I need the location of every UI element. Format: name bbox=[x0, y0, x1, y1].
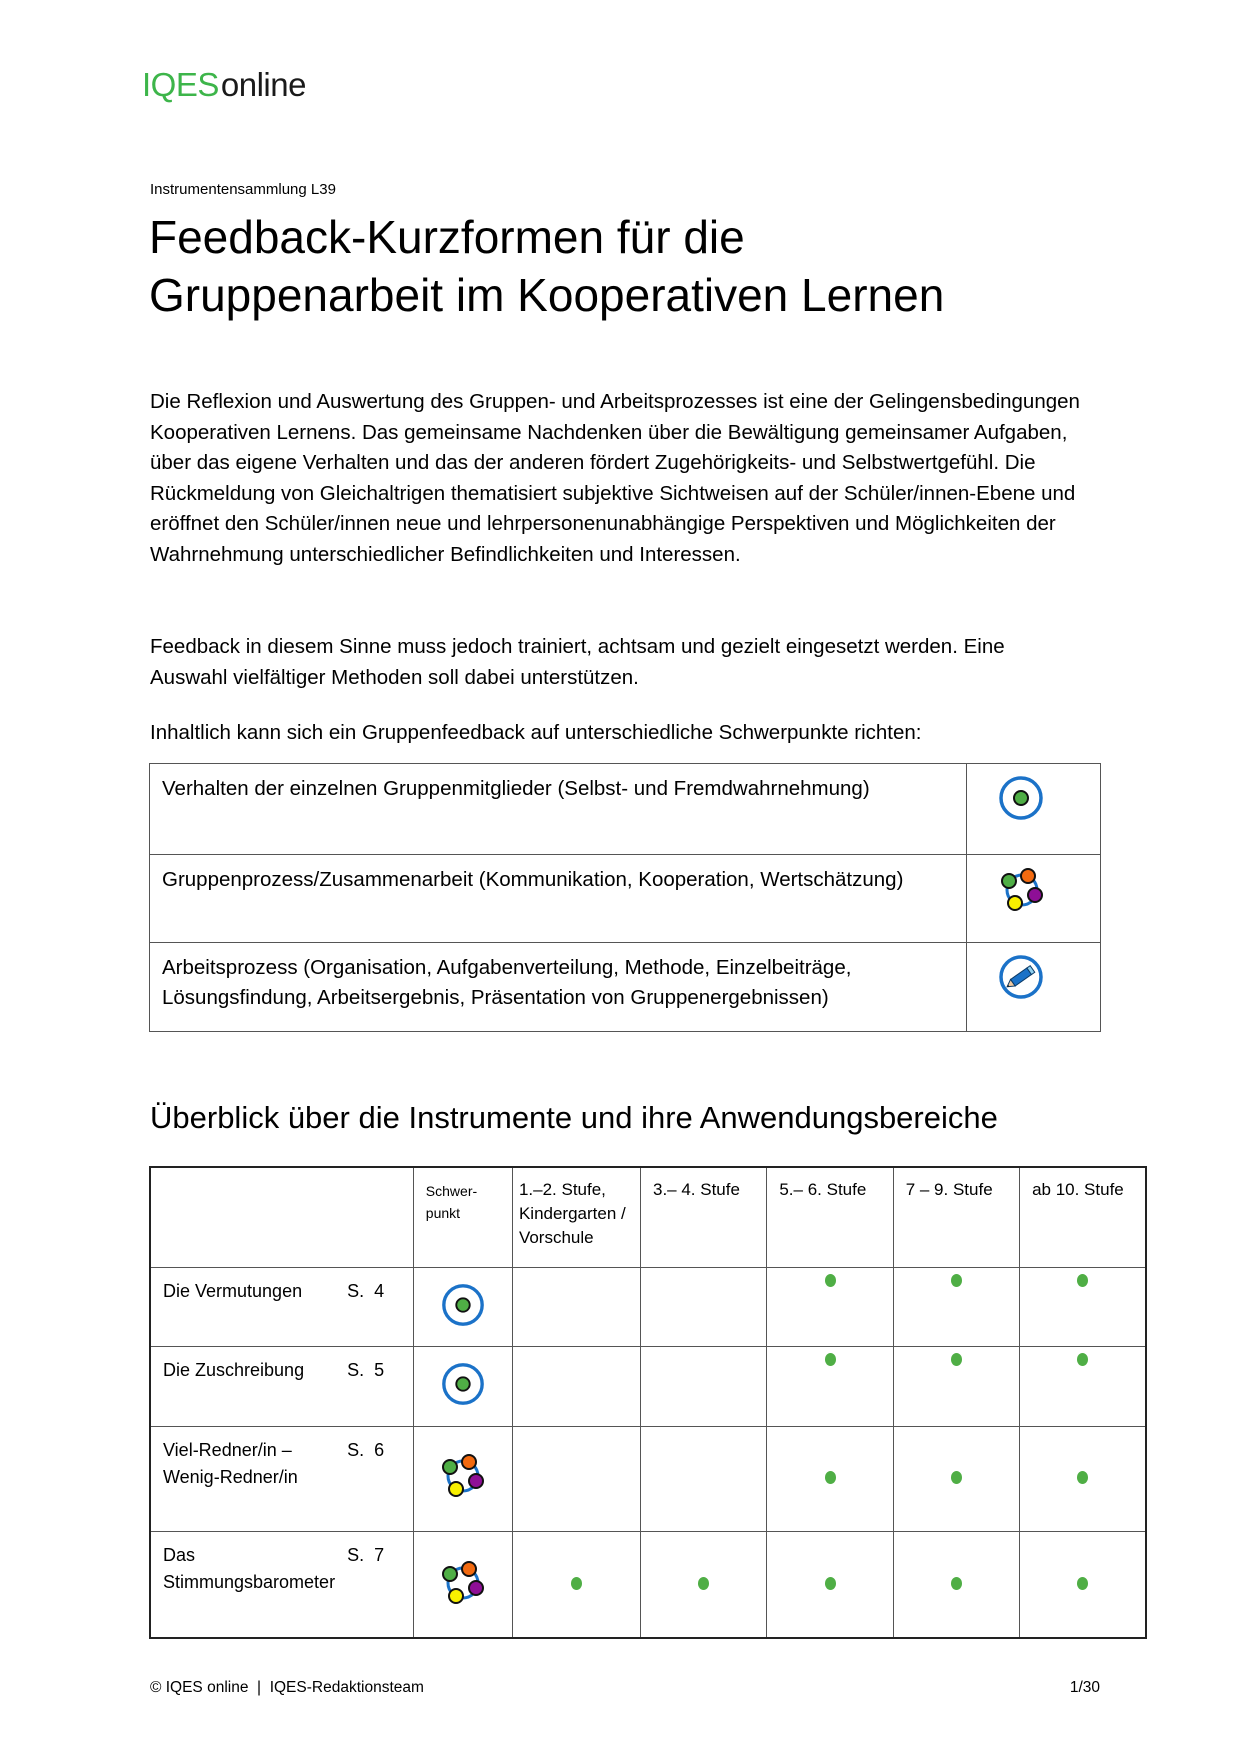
intro-paragraph-1: Die Reflexion und Auswertung des Gruppen- und Arbeitsprozesses ist eine der Gelingensbedingungen Kooperativen Lernens. Das gemeinsame Nachdenken über die Bewältigung gemeinsamer Aufgaben, über das eigene Verhalten und das der anderen fördert Zugehörigkeits- und Selbstwertgefühl. Die Rückmeldung von Gleichaltrigen thematisiert subjektive Sichtweisen auf der Schüler/innen-Ebene und eröffnet den Schüler/innen neue und lehrpersonenunabhängige Perspektiven und Möglichkeiten der Wahrnehmung unterschiedlicher Befindlichkeiten und Interessen. bbox=[150, 390, 1080, 566]
applicable-dot-icon bbox=[571, 1577, 582, 1590]
focus-row bbox=[150, 855, 1101, 943]
table-row bbox=[150, 1267, 1146, 1346]
page-ref: S. 7 bbox=[339, 1531, 413, 1638]
table-row bbox=[150, 1346, 1146, 1426]
page-ref: S. 4 bbox=[339, 1267, 413, 1346]
header-level-1: 1.–2. Stufe, Kindergarten / Vorschule bbox=[512, 1167, 640, 1267]
overview-table bbox=[149, 1166, 1147, 1639]
level-cell bbox=[1020, 1267, 1146, 1346]
focus-row bbox=[150, 943, 1101, 1032]
level-cell bbox=[767, 1531, 893, 1638]
applicable-dot-icon bbox=[951, 1353, 962, 1366]
level-cell bbox=[512, 1267, 640, 1346]
footer-copyright: © IQES online | IQES-Redaktionsteam bbox=[150, 1679, 424, 1696]
level-cell bbox=[767, 1346, 893, 1426]
instrument-name: Viel-Redner/in – Wenig-Redner/in bbox=[150, 1426, 339, 1531]
table-header-row bbox=[150, 1167, 1146, 1267]
level-cell bbox=[893, 1267, 1019, 1346]
instrument-name: Das Stimmungsbarometer bbox=[150, 1531, 339, 1638]
individual-target-icon bbox=[440, 1361, 486, 1407]
intro-paragraph-3: Inhaltlich kann sich ein Gruppenfeedback auf unterschiedliche Schwerpunkte richten: bbox=[150, 721, 922, 744]
level-cell bbox=[893, 1346, 1019, 1426]
series-label: Instrumentensammlung L39 bbox=[150, 181, 336, 198]
table-row bbox=[150, 1426, 1146, 1531]
group-circle-icon bbox=[438, 1558, 488, 1608]
focus-text: Verhalten der einzelnen Gruppenmitglieder (Selbst- und Fremdwahrnehmung) bbox=[150, 764, 967, 855]
instrument-name: Die Zuschreibung bbox=[150, 1346, 339, 1426]
level-cell bbox=[767, 1426, 893, 1531]
header-empty bbox=[150, 1167, 413, 1267]
individual-target-icon bbox=[997, 774, 1100, 822]
header-level-4: 7 – 9. Stufe bbox=[893, 1167, 1019, 1267]
overview-heading: Überblick über die Instrumente und ihre Anwendungsbereiche bbox=[150, 1100, 998, 1135]
applicable-dot-icon bbox=[1077, 1577, 1088, 1590]
applicable-dot-icon bbox=[1077, 1471, 1088, 1484]
page-number: 1/30 bbox=[1069, 1679, 1100, 1696]
individual-target-icon bbox=[440, 1282, 486, 1328]
applicable-dot-icon bbox=[698, 1577, 709, 1590]
applicable-dot-icon bbox=[825, 1353, 836, 1366]
page-ref: S. 6 bbox=[339, 1426, 413, 1531]
level-cell bbox=[640, 1267, 766, 1346]
page-footer bbox=[150, 1679, 1100, 1697]
header-level-3: 5.– 6. Stufe bbox=[767, 1167, 893, 1267]
pencil-circle-icon bbox=[997, 953, 1100, 1001]
instrument-name: Die Vermutungen bbox=[150, 1267, 339, 1346]
level-cell bbox=[1020, 1426, 1146, 1531]
level-cell bbox=[767, 1267, 893, 1346]
logo-iqes: IQES bbox=[142, 66, 219, 103]
title-line-1: Feedback-Kurzformen für die bbox=[149, 211, 745, 263]
applicable-dot-icon bbox=[825, 1577, 836, 1590]
header-focus: Schwer-punkt bbox=[413, 1167, 512, 1267]
focus-table bbox=[149, 763, 1101, 1032]
level-cell bbox=[512, 1426, 640, 1531]
applicable-dot-icon bbox=[1077, 1274, 1088, 1287]
applicable-dot-icon bbox=[951, 1471, 962, 1484]
iqes-logo bbox=[142, 66, 306, 104]
level-cell bbox=[640, 1346, 766, 1426]
level-cell bbox=[640, 1531, 766, 1638]
table-row bbox=[150, 1531, 1146, 1638]
logo-online: online bbox=[220, 66, 306, 103]
focus-text: Gruppenprozess/Zusammenarbeit (Kommunikation, Kooperation, Wertschätzung) bbox=[150, 855, 967, 943]
intro-paragraph-2: Feedback in diesem Sinne muss jedoch trainiert, achtsam und gezielt eingesetzt werden. Eine Auswahl vielfältiger Methoden soll dabei unterstützen. bbox=[150, 635, 1005, 689]
level-cell bbox=[1020, 1531, 1146, 1638]
level-cell bbox=[640, 1426, 766, 1531]
group-circle-icon bbox=[997, 865, 1100, 915]
level-cell bbox=[893, 1426, 1019, 1531]
level-cell bbox=[512, 1346, 640, 1426]
level-cell bbox=[1020, 1346, 1146, 1426]
focus-row bbox=[150, 764, 1101, 855]
page-ref: S. 5 bbox=[339, 1346, 413, 1426]
applicable-dot-icon bbox=[1077, 1353, 1088, 1366]
applicable-dot-icon bbox=[951, 1274, 962, 1287]
level-cell bbox=[512, 1531, 640, 1638]
applicable-dot-icon bbox=[825, 1471, 836, 1484]
group-circle-icon bbox=[438, 1451, 488, 1501]
focus-text: Arbeitsprozess (Organisation, Aufgabenverteilung, Methode, Einzelbeiträge, Lösungsfindung, Arbeitsergebnis, Präsentation von Gruppenergebnissen) bbox=[150, 943, 967, 1032]
page-title bbox=[149, 208, 944, 324]
title-line-2: Gruppenarbeit im Kooperativen Lernen bbox=[149, 269, 945, 321]
header-level-5: ab 10. Stufe bbox=[1020, 1167, 1146, 1267]
applicable-dot-icon bbox=[951, 1577, 962, 1590]
header-level-2: 3.– 4. Stufe bbox=[640, 1167, 766, 1267]
level-cell bbox=[893, 1531, 1019, 1638]
applicable-dot-icon bbox=[825, 1274, 836, 1287]
